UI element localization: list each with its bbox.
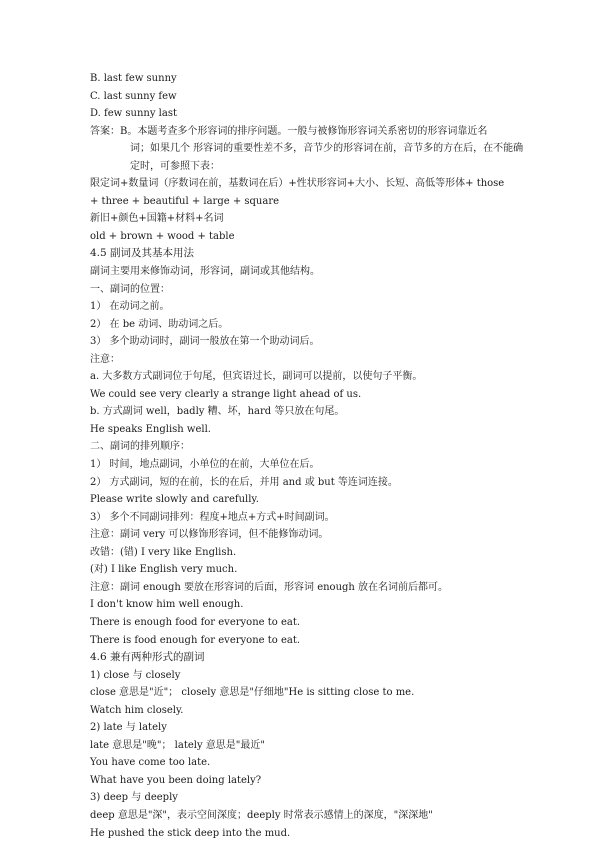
note-very: 注意：副词 very 可以修饰形容词，但不能修饰动词。 — [90, 529, 329, 541]
answer-line-1: 答案：B。本题考查多个形容词的排序问题。一般与被修饰形容词关系密切的形容词靠近名 — [90, 125, 488, 137]
example-sentence: He speaks English well. — [90, 423, 211, 435]
example-sentence: There is enough food for everyone to eat. — [90, 616, 301, 628]
option-c: C. last sunny few — [90, 90, 177, 102]
section-heading-4-6: 4.6 兼有两种形式的副词 — [90, 651, 205, 664]
option-d: D. few sunny last — [90, 108, 177, 120]
pair-meaning-close: close 意思是"近"； closely 意思是"仔细地"He is sitting close to me. — [90, 687, 415, 699]
example-sentence: He pushed the stick deep into the mud. — [90, 827, 291, 839]
note-a: a. 大多数方式副词位于句尾，但宾语过长，副词可以提前，以使句子平衡。 — [90, 371, 423, 383]
order-rule-example: old + brown + wood + table — [90, 230, 235, 242]
pair-heading-close: 1) close 与 closely — [90, 669, 181, 681]
correction-right: (对) I like English very much. — [90, 564, 238, 576]
answer-line-2: 词；如果几个 形容词的重要性差不多，音节少的形容词在前，音节多的方在后，在不能确 — [130, 143, 524, 155]
order-item-2: 2） 方式副词，短的在前，长的在后，并用 and 或 but 等连词连接。 — [90, 476, 398, 488]
position-item-1: 1） 在动词之前。 — [90, 301, 170, 313]
pair-heading-late: 2) late 与 lately — [90, 722, 167, 734]
note-label: 注意： — [90, 353, 120, 365]
order-item-3: 3） 多个不同副词排列：程度+地点+方式+时间副词。 — [90, 511, 335, 523]
order-rule-line-1: 限定词+数量词（序数词在前，基数词在后）+性状形容词+大小、长短、高低等形体+ those — [90, 178, 505, 190]
pair-meaning-deep: deep 意思是"深"，表示空间深度；deeply 时常表示感情上的深度，"深深地" — [90, 809, 433, 821]
example-sentence: Please write slowly and carefully. — [90, 494, 259, 506]
example-sentence: There is food enough for everyone to eat. — [90, 634, 301, 646]
example-sentence: I don't know him well enough. — [90, 599, 244, 611]
document-page — [90, 70, 524, 842]
order-item-1: 1） 时间，地点副词，小单位的在前，大单位在后。 — [90, 459, 320, 471]
order-rule-line-3: 新旧+颜色+国籍+材料+名词 — [90, 213, 224, 225]
subheading-position: 一、副词的位置： — [90, 283, 170, 295]
pair-heading-deep: 3) deep 与 deeply — [90, 792, 178, 804]
position-item-3: 3） 多个助动词时，副词一般放在第一个助动词后。 — [90, 336, 320, 348]
example-sentence: We could see very clearly a strange light ahead of us. — [90, 388, 362, 400]
pair-meaning-late: late 意思是"晚"； lately 意思是"最近" — [90, 739, 265, 751]
section-heading-4-5: 4.5 副词及其基本用法 — [90, 247, 195, 260]
note-enough: 注意：副词 enough 要放在形容词的后面，形容词 enough 放在名词前后都可。 — [90, 581, 449, 593]
order-rule-line-2: + three + beautiful + large + square — [90, 195, 280, 207]
note-b: b. 方式副词 well，badly 糟、坏，hard 等只放在句尾。 — [90, 406, 345, 418]
option-b: B. last few sunny — [90, 73, 177, 84]
adverb-intro: 副词主要用来修饰动词，形容词，副词或其他结构。 — [90, 266, 320, 278]
answer-line-3: 定时，可参照下表： — [130, 160, 220, 172]
example-sentence: Watch him closely. — [90, 704, 184, 716]
example-sentence: You have come too late. — [90, 757, 211, 769]
subheading-order: 二、副词的排列顺序： — [90, 441, 190, 453]
example-sentence: What have you been doing lately? — [90, 774, 262, 786]
position-item-2: 2） 在 be 动词、助动词之后。 — [90, 318, 229, 330]
correction-wrong: 改错：(错) I very like English. — [90, 546, 237, 558]
